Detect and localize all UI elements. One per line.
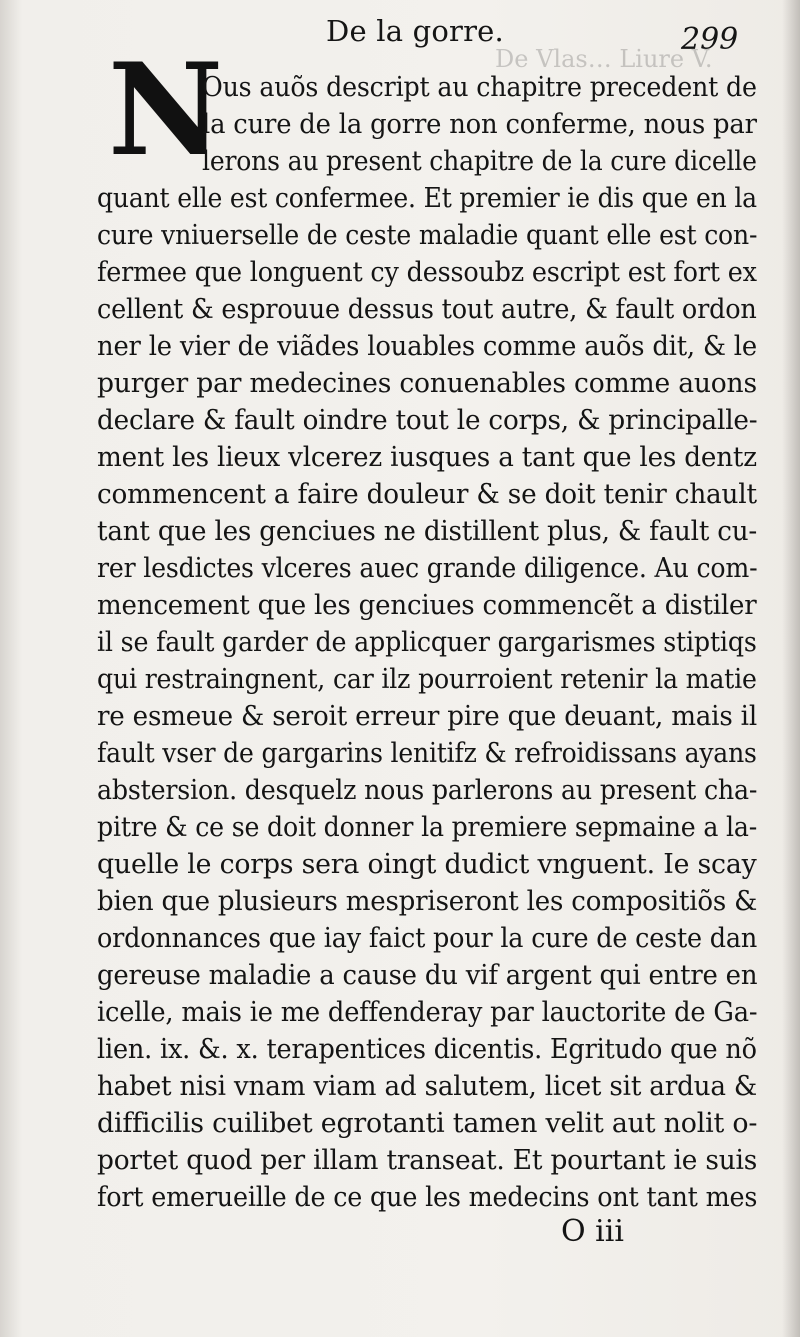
text-line: re esmeue & seroit erreur pire que deuant, mais il	[97, 701, 757, 732]
text-line: mencement que les genciues commencẽt a distiler	[97, 590, 757, 621]
text-line: tant que les genciues ne distillent plus, & fault cu-	[97, 516, 758, 547]
page-edge-shadow	[782, 0, 800, 1337]
text-line: cellent & esprouue dessus tout autre, & fault ordon	[97, 294, 757, 325]
signature-mark: O iii	[561, 1214, 624, 1249]
text-line: Ous auõs descript au chapitre precedent de	[202, 72, 757, 103]
page-number: 299	[681, 22, 739, 57]
text-line: icelle, mais ie me deffenderay par lauctorite de Ga-	[97, 997, 758, 1028]
text-line: ment les lieux vlcerez iusques a tant que les dentz	[97, 442, 757, 473]
text-line: difficilis cuilibet egrotanti tamen velit aut nolit o-	[97, 1108, 758, 1139]
text-line: ordonnances que iay faict pour la cure de ceste dan	[97, 923, 758, 954]
text-line: commencent a faire douleur & se doit tenir chault	[97, 479, 757, 510]
bleed-through-text: De Vlas… Liure V.	[495, 45, 713, 73]
text-line: fault vser de gargarins lenitifz & refroidissans ayans	[97, 738, 757, 769]
text-line: pitre & ce se doit donner la premiere sepmaine a la-	[97, 812, 758, 843]
text-line: abstersion. desquelz nous parlerons au present cha-	[97, 775, 758, 806]
text-line: il se fault garder de applicquer gargarismes stiptiqs	[97, 627, 757, 658]
text-line: bien que plusieurs mespriseront les compositiõs &	[97, 886, 758, 917]
text-line: portet quod per illam transeat. Et pourtant ie suis	[97, 1145, 758, 1176]
text-line: gereuse maladie a cause du vif argent qui entre en	[97, 960, 758, 991]
text-line: lien. ix. &. x. terapentices dicentis. Egritudo que nõ	[97, 1034, 757, 1065]
text-line: fermee que longuent cy dessoubz escript est fort ex	[97, 257, 757, 288]
text-line: ner le vier de viãdes louables comme auõs dit, & le	[97, 331, 757, 362]
text-line: purger par medecines conuenables comme auons	[97, 368, 757, 399]
text-line: habet nisi vnam viam ad salutem, licet sit ardua &	[97, 1071, 758, 1102]
text-line: cure vniuerselle de ceste maladie quant elle est con-	[97, 220, 758, 251]
text-line: fort emerueille de ce que les medecins ont tant mes	[97, 1182, 758, 1213]
text-line: quant elle est confermee. Et premier ie dis que en la	[97, 183, 757, 214]
text-line: declare & fault oindre tout le corps, & principalle-	[97, 405, 758, 436]
text-line: quelle le corps sera oingt dudict vnguent. Ie scay	[97, 849, 757, 880]
running-head: De la gorre.	[326, 14, 504, 48]
text-line: rer lesdictes vlceres auec grande diligence. Au com-	[97, 553, 758, 584]
text-line: la cure de la gorre non conferme, nous par	[202, 109, 757, 140]
text-line: lerons au present chapitre de la cure dicelle	[202, 146, 757, 177]
text-line: qui restraingnent, car ilz pourroient retenir la matie	[97, 664, 757, 695]
drop-cap: N	[108, 36, 224, 184]
